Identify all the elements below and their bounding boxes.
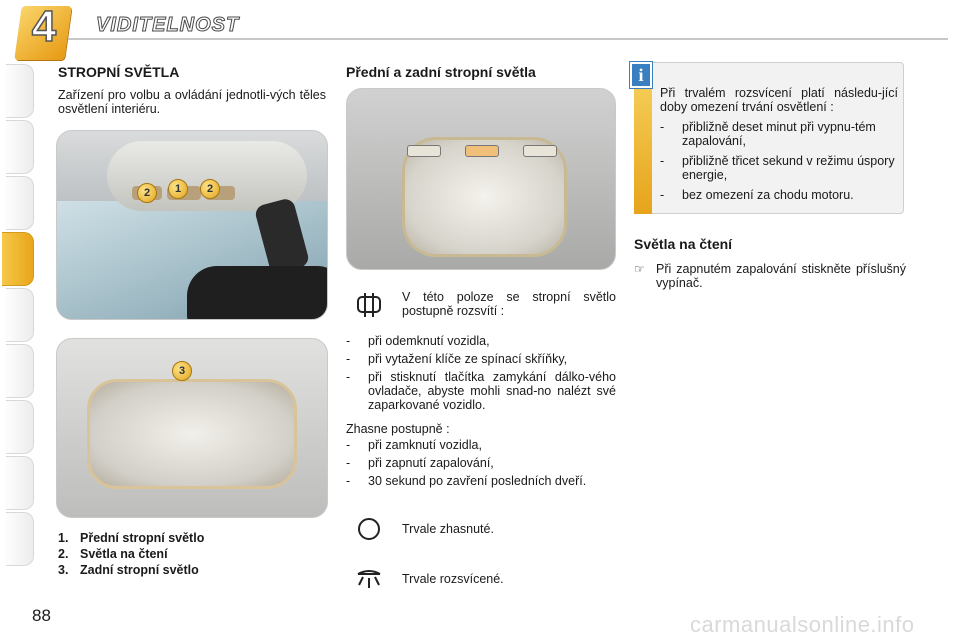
list-item: - přibližně třicet sekund v režimu úspory energie, [660,154,895,182]
on-conditions-list [346,334,616,416]
rear-ceiling-photo [56,338,328,518]
marker-badge: 1 [168,179,188,199]
marker-badge: 3 [172,361,192,381]
info-accent-bar [634,76,652,214]
section-title-ceiling-lights: Přední a zadní stropní světla [346,64,536,80]
legend-list [58,530,204,578]
page-number: 88 [32,606,51,625]
watermark: carmanualsonline.info [690,612,915,637]
marker-badge: 2 [200,179,220,199]
info-intro: Při trvalém rozsvícení platí následu-jící doby omezení trvání osvětlení : [660,86,898,114]
off-title: Zhasne postupně : [346,422,450,436]
list-item: - při vytažení klíče ze spínací skříňky, [346,352,568,366]
header-rule [68,38,948,40]
list-item: - 30 sekund po zavření posledních dveří. [346,474,587,488]
reading-lights-instruction [634,262,906,290]
chapter-tab[interactable] [6,344,34,398]
list-item: - při stisknutí tlačítka zamykání dálko-vého ovladače, abyste mohli snad-no nalézt své zaparkované vozidlo. [346,370,616,412]
list-item: - při odemknutí vozidla, [346,334,490,348]
chapter-tab[interactable] [6,64,34,118]
rear-view-mirror [187,266,328,320]
rear-ceiling-lamp [87,379,297,489]
list-item: - bez omezení za chodu motoru. [660,188,854,202]
chapter-tab[interactable] [6,176,34,230]
info-text [660,86,898,202]
mode-on-row [352,564,504,594]
chapter-tabs [0,64,36,584]
front-ceiling-photo [56,130,328,320]
section-description: Zařízení pro volbu a ovládání jednotli-vých těles osvětlení interiéru. [58,88,326,116]
chapter-tab-active[interactable] [2,232,34,286]
chapter-tab[interactable] [6,400,34,454]
chapter-tab[interactable] [6,512,34,566]
mode-progressive-text: V této poloze se stropní světlo postupně rozsvítí : [402,290,616,318]
lamp-switch-left [407,145,441,157]
off-mode-icon [352,514,386,544]
chapter-number: 4 [31,2,57,51]
info-list [660,120,898,202]
mode-progressive-row [352,290,616,320]
chapter-tab[interactable] [6,120,34,174]
chapter-tab[interactable] [6,288,34,342]
section-title-stropni-svetla: STROPNÍ SVĚTLA [58,64,180,80]
legend-item: 3. Zadní stropní světlo [58,563,199,577]
mode-off-text: Trvale zhasnuté. [402,522,494,536]
section-title-reading-lights: Světla na čtení [634,236,733,252]
mode-off-row [352,514,494,544]
chapter-tab[interactable] [6,456,34,510]
legend-item: 2. Světla na čtení [58,547,168,561]
list-item: - při zapnutí zapalování, [346,456,494,470]
list-item: - při zamknutí vozidla, [346,438,482,452]
progressive-mode-icon [352,290,386,320]
marker-badge: 2 [137,183,157,203]
off-conditions-list [346,438,616,492]
mode-on-text: Trvale rozsvícené. [402,572,504,586]
lamp-switch-right [523,145,557,157]
lamp-switch-center [465,145,499,157]
list-item: - přibližně deset minut při vypnu-tém zapalování, [660,120,876,148]
info-icon: i [630,62,652,88]
on-mode-icon [352,564,386,594]
instruction-text: Při zapnutém zapalování stiskněte příslušný vypínač. [656,262,906,290]
legend-item: 1. Přední stropní světlo [58,531,205,545]
page-title: VIDITELNOST [96,14,240,36]
pointing-hand-icon: ☞ [634,262,645,276]
ceiling-lamp-photo [346,88,616,270]
